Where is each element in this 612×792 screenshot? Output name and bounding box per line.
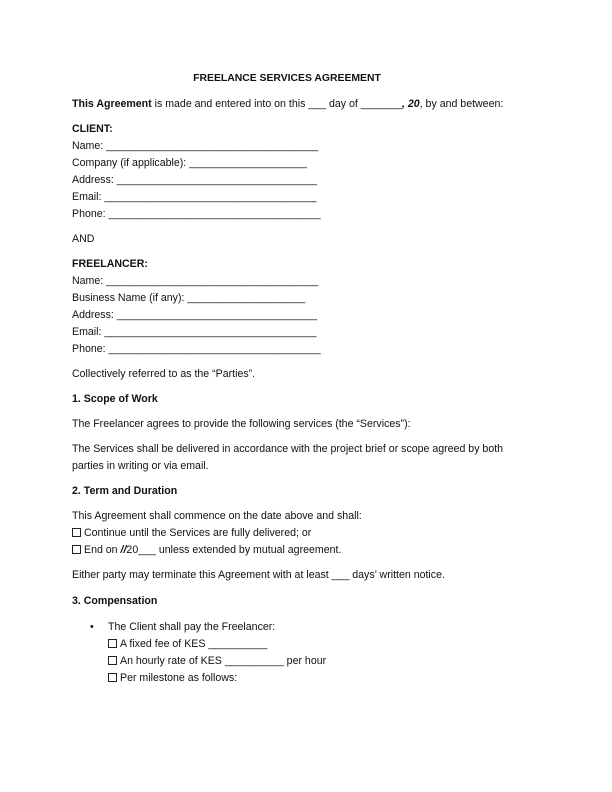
checkbox-icon[interactable] bbox=[108, 673, 117, 682]
compensation-option-1-label: A fixed fee of KES __________ bbox=[120, 638, 268, 650]
freelancer-heading: FREELANCER: bbox=[72, 258, 148, 270]
intro-paragraph bbox=[72, 96, 503, 113]
term-option-2-pre: End on bbox=[84, 544, 121, 556]
section-1-heading: 1. Scope of Work bbox=[72, 393, 158, 405]
section-1-paragraph-1: The Freelancer agrees to provide the following services (the “Services”): bbox=[72, 418, 411, 430]
client-email-field: Email: ____________________________________ bbox=[72, 191, 317, 203]
freelancer-business-field: Business Name (if any): ____________________ bbox=[72, 292, 306, 304]
client-company-field: Company (if applicable): ____________________ bbox=[72, 157, 308, 169]
freelancer-phone-field: Phone: ____________________________________ bbox=[72, 343, 321, 355]
compensation-option-3 bbox=[108, 670, 237, 687]
client-name-field: Name: ____________________________________ bbox=[72, 140, 319, 152]
term-option-1-label: Continue until the Services are fully delivered; or bbox=[84, 527, 312, 539]
client-address-field: Address: __________________________________ bbox=[72, 174, 318, 186]
term-option-2-post: 20___ unless extended by mutual agreement. bbox=[126, 544, 342, 556]
section-1-paragraph-2b: parties in writing or via email. bbox=[72, 460, 209, 472]
compensation-option-2 bbox=[108, 653, 326, 670]
compensation-bullet-text: The Client shall pay the Freelancer: bbox=[108, 621, 276, 633]
freelancer-email-field: Email: ____________________________________ bbox=[72, 326, 317, 338]
compensation-option-1 bbox=[108, 636, 267, 653]
term-option-2-bold: // bbox=[120, 544, 127, 556]
section-2-heading: 2. Term and Duration bbox=[72, 485, 178, 497]
intro-bold: This Agreement bbox=[72, 98, 152, 110]
intro-year: , 20 bbox=[402, 98, 420, 110]
parties-line: Collectively referred to as the “Parties”. bbox=[72, 368, 256, 380]
section-2-paragraph-2: Either party may terminate this Agreement with at least ___ days’ written notice. bbox=[72, 569, 445, 581]
term-option-1 bbox=[72, 525, 311, 542]
checkbox-icon[interactable] bbox=[72, 545, 81, 554]
document-title: FREELANCE SERVICES AGREEMENT bbox=[193, 73, 381, 84]
checkbox-icon[interactable] bbox=[72, 528, 81, 537]
compensation-option-3-label: Per milestone as follows: bbox=[120, 672, 238, 684]
client-phone-field: Phone: ____________________________________ bbox=[72, 208, 321, 220]
section-3-heading: 3. Compensation bbox=[72, 595, 158, 607]
freelancer-address-field: Address: __________________________________ bbox=[72, 309, 318, 321]
client-heading: CLIENT: bbox=[72, 123, 113, 135]
freelancer-name-field: Name: ____________________________________ bbox=[72, 275, 319, 287]
section-2-paragraph-1: This Agreement shall commence on the date above and shall: bbox=[72, 510, 362, 522]
checkbox-icon[interactable] bbox=[108, 639, 117, 648]
and-separator: AND bbox=[72, 233, 95, 245]
checkbox-icon[interactable] bbox=[108, 656, 117, 665]
intro-text: is made and entered into on this ___ day of _______ bbox=[151, 98, 402, 110]
intro-text-end: , by and between: bbox=[419, 98, 504, 110]
section-1-paragraph-2a: The Services shall be delivered in accordance with the project brief or scope agreed by both bbox=[72, 443, 504, 455]
bullet-dot-icon: • bbox=[90, 621, 94, 633]
compensation-option-2-label: An hourly rate of KES __________ per hour bbox=[120, 655, 327, 667]
term-option-2 bbox=[72, 542, 341, 559]
